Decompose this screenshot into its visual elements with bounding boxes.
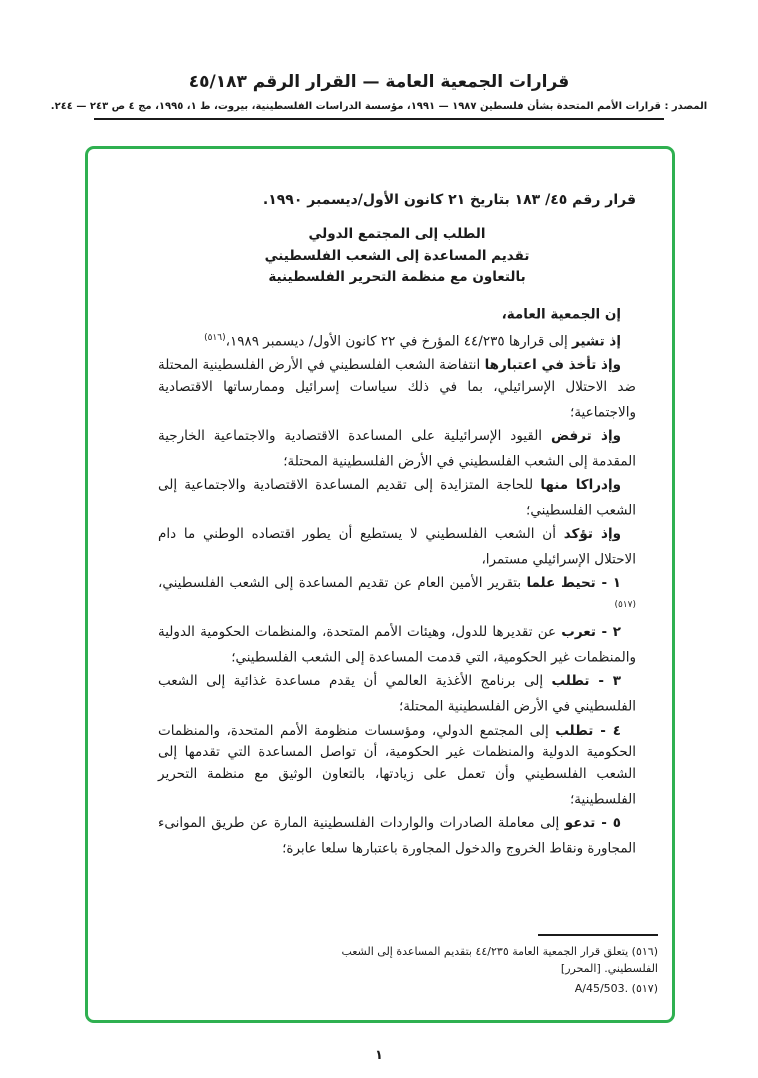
paragraph — [158, 475, 636, 522]
footnote: (٥١٧) A/45/503.‎ — [574, 982, 658, 995]
footnote-divider — [538, 934, 658, 936]
paragraph — [158, 355, 636, 424]
page-title: قرارات الجمعية العامة — القرار الرقم ٤٥/١٨٣ — [188, 72, 570, 92]
paragraph-lead: ١ - تحيط علما — [526, 575, 622, 592]
paragraph-lead: ٢ - تعرب — [561, 624, 621, 641]
paragraph — [158, 573, 636, 620]
page-number: ١ — [375, 1048, 383, 1063]
paragraph-lead: ٤ - تطلب — [555, 722, 621, 739]
paragraph-text: للحاجة المتزايدة إلى تقديم المساعدة الاقتصادية والاجتماعية إلى الشعب الفلسطيني؛ — [158, 477, 636, 519]
subtitle-line: بالتعاون مع منظمة التحرير الفلسطينية — [268, 269, 526, 285]
paragraph-text: بتقرير الأمين العام عن تقديم المساعدة إلى الشعب الفلسطيني، — [158, 575, 522, 592]
paragraph-text: إلى قرارها ٤٤/٢٣٥ المؤرخ في ٢٢ كانون الأول/ ديسمبر ١٩٨٩، — [225, 333, 568, 350]
paragraph-lead: وإذ تأخذ في اعتبارها — [484, 357, 621, 374]
paragraph — [158, 328, 636, 353]
paragraph-text: إلى برنامج الأغذية العالمي أن يقدم مساعدة غذائية إلى الشعب الفلسطيني في الأرض الفلسطينية المحتلة؛ — [158, 673, 636, 715]
resolution-subtitle-block — [158, 224, 636, 289]
paragraph-lead: ٥ - تدعو — [564, 815, 622, 832]
paragraph — [158, 301, 636, 326]
paragraph-lead: إذ تشير — [572, 333, 621, 350]
paragraph-lead: وإدراكا منها — [540, 477, 621, 494]
paragraph — [158, 524, 636, 571]
footnotes-block — [318, 934, 658, 1000]
paragraph — [158, 622, 636, 669]
footnote: (٥١٦) يتعلق قرار الجمعية العامة ٤٤/٢٣٥ بتقديم المساعدة إلى الشعب الفلسطيني. [المحرر] — [341, 945, 658, 975]
paragraph-text: انتفاضة الشعب الفلسطيني في الأرض الفلسطينية المحتلة ضد الاحتلال الإسرائيلي، بما في ذلك سياسات إسرائيل وممارساتها الاقتصادية والاجتماعية؛ — [158, 357, 636, 421]
paragraph-lead: وإذ ترفض — [551, 427, 622, 444]
paragraph — [158, 721, 636, 812]
paragraph — [158, 426, 636, 473]
footnote-ref: (٥١٦) — [204, 332, 226, 343]
paragraph — [158, 813, 636, 860]
source-line: المصدر : قرارات الأمم المتحدة بشأن فلسطين ١٩٨٧ — ١٩٩١، مؤسسة الدراسات الفلسطينية، بيروت، ط ١، ١٩٩٥، مج ٤ ص ٢٤٣ — ٢٤٤. — [50, 101, 708, 112]
resolution-heading: قرار رقم ٤٥/ ١٨٣ بتاريخ ٢١ كانون الأول/ديسمبر ١٩٩٠. — [262, 192, 636, 208]
resolution-body — [158, 301, 636, 861]
header-divider — [94, 118, 664, 120]
subtitle-line: تقديم المساعدة إلى الشعب الفلسطيني — [264, 247, 530, 264]
paragraph-text: عن تقديرها للدول، وهيئات الأمم المتحدة، والمنظمات الحكومية الدولية والمنظمات غير الحكومية، التي قدمت المساعدة إلى الشعب الفلسطيني؛ — [158, 624, 636, 666]
resolution-box — [85, 146, 675, 1023]
paragraph-text: إلى المجتمع الدولي، ومؤسسات منظومة الأمم المتحدة، والمنظمات الحكومية الدولية والمنظمات غير الحكومية، أن تواصل المساعدة التي تقدمها إلى الشعب الفلسطيني وأن تعمل على زيادتها، بالتعاون الوثيق مع منظمة التحرير الفلسطينية؛ — [158, 722, 636, 808]
subtitle-line: الطلب إلى المجتمع الدولي — [308, 226, 486, 242]
paragraph — [158, 671, 636, 718]
paragraph-text: القيود الإسرائيلية على المساعدة الاقتصادية والاجتماعية الخارجية المقدمة إلى الشعب الفلسطيني في الأرض الفلسطينية المحتلة؛ — [158, 427, 636, 470]
paragraph-text: إلى معاملة الصادرات والواردات الفلسطينية المارة عن طريق الموانىء المجاورة ونقاط الخروج والدخول المجاورة باعتبارها سلعا عابرة؛ — [158, 815, 636, 857]
paragraph-lead: إن الجمعية العامة، — [501, 306, 621, 322]
paragraph-lead: وإذ تؤكد — [563, 526, 621, 543]
paragraph-lead: ٣ - تطلب — [551, 673, 621, 690]
paragraph-text: أن الشعب الفلسطيني لا يستطيع أن يطور اقتصاده الوطني ما دام الاحتلال الإسرائيلي مستمرا، — [158, 526, 636, 568]
footnote-ref: (٥١٧) — [614, 600, 636, 611]
page-header — [0, 0, 758, 120]
